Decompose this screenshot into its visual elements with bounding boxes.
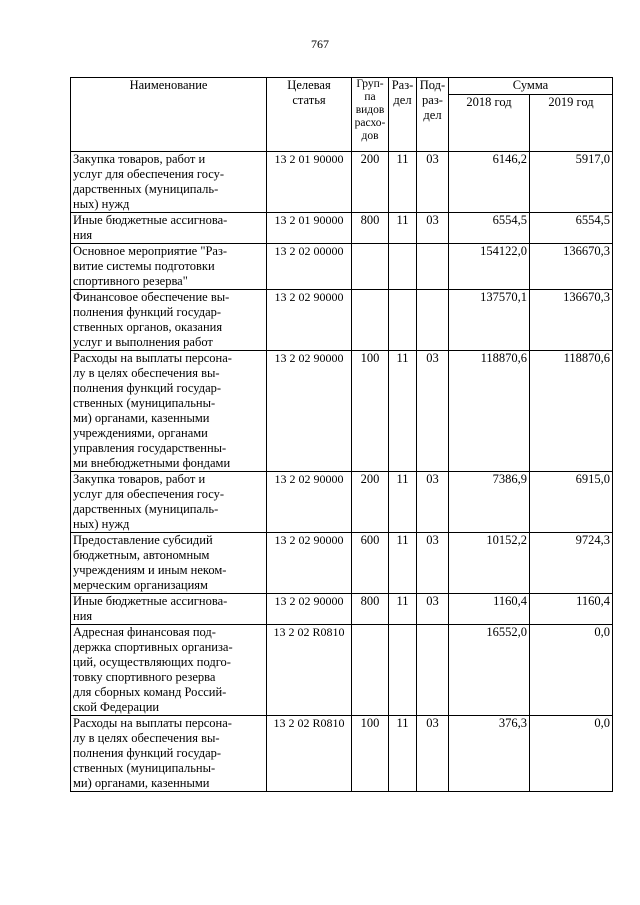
header-line: Груп-: [356, 78, 384, 90]
row-article: 13 2 02 R0810: [267, 716, 352, 792]
row-name: [71, 213, 267, 244]
row-amount-2018: 7386,9: [449, 472, 530, 533]
row-group: [352, 290, 389, 351]
row-subsection: 03: [417, 594, 449, 625]
row-section: 11: [389, 152, 417, 213]
row-subsection: 03: [417, 213, 449, 244]
row-section: 11: [389, 533, 417, 594]
row-subsection: 03: [417, 716, 449, 792]
row-name-line: ми внебюджетными фондами: [73, 456, 231, 470]
row-amount-2019: 136670,3: [530, 290, 613, 351]
row-article: 13 2 01 90000: [267, 152, 352, 213]
row-name-line: ственных (муниципальны-: [73, 396, 216, 410]
budget-table: [70, 77, 613, 792]
row-group: 800: [352, 594, 389, 625]
row-name-line: Закупка товаров, работ и: [73, 152, 206, 166]
row-amount-2019: 9724,3: [530, 533, 613, 594]
row-subsection: 03: [417, 152, 449, 213]
table-row: [71, 152, 613, 213]
row-amount-2018: 16552,0: [449, 625, 530, 716]
row-subsection: [417, 290, 449, 351]
table-row: [71, 290, 613, 351]
row-name-line: Финансовое обеспечение вы-: [73, 290, 230, 304]
row-subsection: 03: [417, 533, 449, 594]
header-line: Раз-: [391, 78, 414, 92]
header-section: [389, 78, 417, 152]
row-amount-2019: 5917,0: [530, 152, 613, 213]
row-name-line: Предоставление субсидий: [73, 533, 213, 547]
row-amount-2018: 137570,1: [449, 290, 530, 351]
row-group: 600: [352, 533, 389, 594]
row-group: 100: [352, 351, 389, 472]
table-row: [71, 351, 613, 472]
row-name-line: ния: [73, 609, 93, 623]
header-line: па: [364, 91, 376, 103]
row-section: [389, 625, 417, 716]
row-section: [389, 244, 417, 290]
row-section: 11: [389, 472, 417, 533]
header-line: расхо-: [354, 117, 386, 129]
row-name-line: ми) органами, казенными: [73, 411, 210, 425]
row-name-line: для сборных команд Россий-: [73, 685, 227, 699]
row-group: 200: [352, 472, 389, 533]
header-line: дел: [423, 108, 442, 122]
row-name: [71, 594, 267, 625]
row-amount-2018: 10152,2: [449, 533, 530, 594]
row-amount-2018: 1160,4: [449, 594, 530, 625]
row-section: 11: [389, 213, 417, 244]
page-number: 767: [311, 37, 329, 51]
row-article: 13 2 02 90000: [267, 351, 352, 472]
row-name-line: услуг и выполнения работ: [73, 335, 213, 349]
row-amount-2018: 6146,2: [449, 152, 530, 213]
row-name: [71, 152, 267, 213]
header-name: Наименование: [71, 78, 267, 152]
row-name-line: полнения функций государ-: [73, 746, 222, 760]
row-amount-2018: 118870,6: [449, 351, 530, 472]
row-group: 100: [352, 716, 389, 792]
row-article: 13 2 02 00000: [267, 244, 352, 290]
row-name-line: держка спортивных организа-: [73, 640, 233, 654]
row-name-line: ми) органами, казенными: [73, 776, 210, 790]
header-line: раз-: [422, 93, 443, 107]
row-article: 13 2 02 R0810: [267, 625, 352, 716]
row-name-line: дарственных (муниципаль-: [73, 502, 219, 516]
row-name-line: дарственных (муниципаль-: [73, 182, 219, 196]
row-amount-2018: 154122,0: [449, 244, 530, 290]
row-amount-2019: 6554,5: [530, 213, 613, 244]
row-name: [71, 533, 267, 594]
table-row: [71, 213, 613, 244]
row-name-line: Закупка товаров, работ и: [73, 472, 206, 486]
row-name-line: услуг для обеспечения госу-: [73, 167, 225, 181]
row-name-line: ской Федерации: [73, 700, 160, 714]
row-section: 11: [389, 716, 417, 792]
row-name-line: ных) нужд: [73, 197, 130, 211]
table-row: [71, 533, 613, 594]
row-article: 13 2 02 90000: [267, 533, 352, 594]
row-name: [71, 244, 267, 290]
row-name: [71, 290, 267, 351]
row-name-line: ния: [73, 228, 93, 242]
row-name-line: Иные бюджетные ассигнова-: [73, 213, 228, 227]
row-name: [71, 716, 267, 792]
header-year-2019: 2019 год: [530, 95, 613, 152]
table-row: [71, 716, 613, 792]
header-line: видов: [355, 104, 385, 116]
row-name-line: Расходы на выплаты персона-: [73, 716, 232, 730]
row-group: [352, 244, 389, 290]
header-line: дел: [393, 93, 412, 107]
row-name-line: витие системы подготовки: [73, 259, 215, 273]
row-name-line: мерческим организациям: [73, 578, 208, 592]
row-name-line: ных) нужд: [73, 517, 130, 531]
row-section: [389, 290, 417, 351]
row-subsection: 03: [417, 472, 449, 533]
row-section: 11: [389, 594, 417, 625]
row-article: 13 2 01 90000: [267, 213, 352, 244]
header-line: Под-: [419, 78, 446, 92]
row-amount-2019: 0,0: [530, 625, 613, 716]
header-line: статья: [292, 93, 326, 107]
row-amount-2019: 136670,3: [530, 244, 613, 290]
row-name-line: товку спортивного резерва: [73, 670, 216, 684]
row-name-line: ственных (муниципальны-: [73, 761, 216, 775]
table-row: [71, 625, 613, 716]
row-article: 13 2 02 90000: [267, 472, 352, 533]
row-group: 200: [352, 152, 389, 213]
row-name: [71, 472, 267, 533]
header-article: [267, 78, 352, 152]
row-name-line: учреждениям и иным неком-: [73, 563, 227, 577]
row-name-line: полнения функций государ-: [73, 381, 222, 395]
row-name-line: лу в целях обеспечения вы-: [73, 366, 220, 380]
row-name-line: бюджетным, автономным: [73, 548, 210, 562]
row-amount-2019: 1160,4: [530, 594, 613, 625]
row-subsection: [417, 625, 449, 716]
row-subsection: 03: [417, 351, 449, 472]
row-name-line: Расходы на выплаты персона-: [73, 351, 232, 365]
header-subsection: [417, 78, 449, 152]
row-name-line: полнения функций государ-: [73, 305, 222, 319]
header-line: Целевая: [287, 78, 331, 92]
row-name-line: Основное мероприятие "Раз-: [73, 244, 228, 258]
row-name-line: ций, осуществляющих подго-: [73, 655, 231, 669]
row-group: [352, 625, 389, 716]
row-amount-2018: 6554,5: [449, 213, 530, 244]
row-amount-2019: 118870,6: [530, 351, 613, 472]
row-subsection: [417, 244, 449, 290]
header-group: [352, 78, 389, 152]
table-row: [71, 244, 613, 290]
row-section: 11: [389, 351, 417, 472]
row-name-line: услуг для обеспечения госу-: [73, 487, 225, 501]
row-article: 13 2 02 90000: [267, 594, 352, 625]
row-article: 13 2 02 90000: [267, 290, 352, 351]
row-name-line: управления государственны-: [73, 441, 227, 455]
header-year-2018: 2018 год: [449, 95, 530, 152]
header-line: дов: [361, 130, 379, 142]
row-group: 800: [352, 213, 389, 244]
row-name: [71, 625, 267, 716]
table-header: [71, 78, 613, 152]
row-name-line: спортивного резерва": [73, 274, 188, 288]
header-sum: Сумма: [449, 78, 613, 95]
row-name-line: ственных органов, оказания: [73, 320, 223, 334]
table-body: [71, 152, 613, 792]
row-name: [71, 351, 267, 472]
row-name-line: лу в целях обеспечения вы-: [73, 731, 220, 745]
row-amount-2019: 6915,0: [530, 472, 613, 533]
row-amount-2019: 0,0: [530, 716, 613, 792]
row-name-line: Иные бюджетные ассигнова-: [73, 594, 228, 608]
row-amount-2018: 376,3: [449, 716, 530, 792]
table-row: [71, 472, 613, 533]
row-name-line: Адресная финансовая под-: [73, 625, 216, 639]
table-row: [71, 594, 613, 625]
row-name-line: учреждениями, органами: [73, 426, 208, 440]
